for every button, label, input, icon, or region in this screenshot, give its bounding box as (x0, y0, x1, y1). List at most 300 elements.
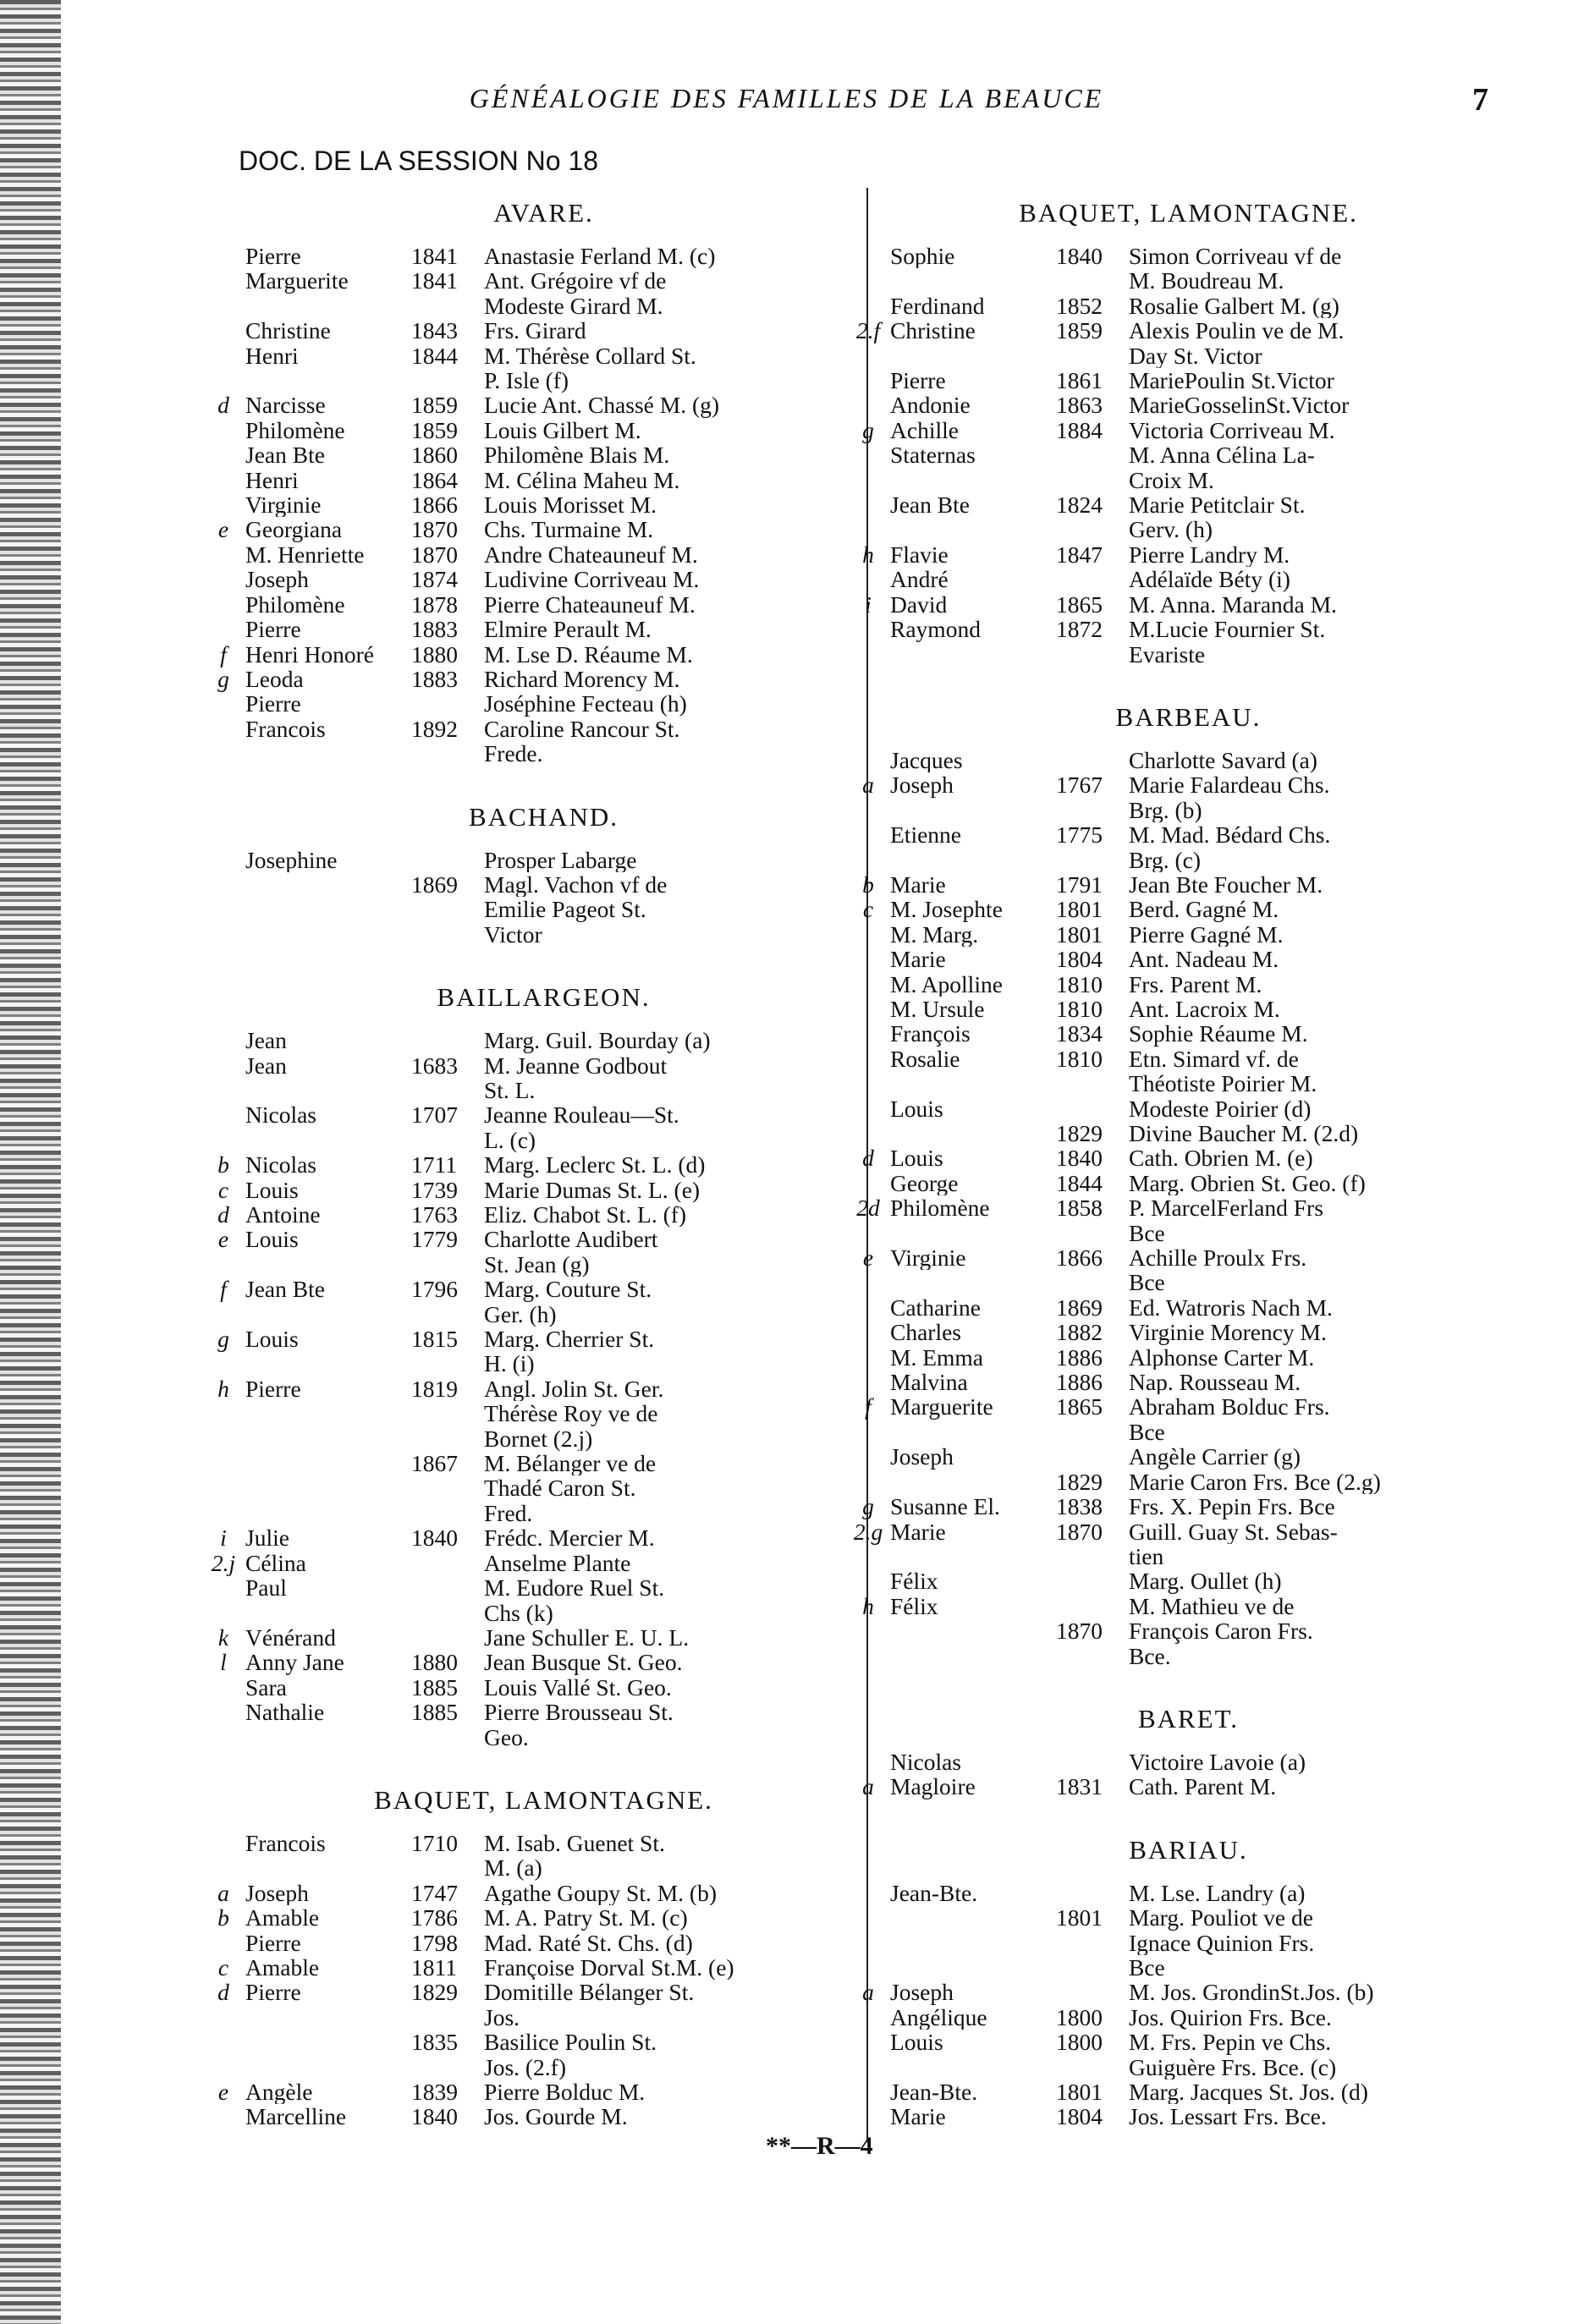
genealogy-row (862, 416, 1487, 443)
genealogy-row (890, 1420, 1487, 1444)
marriage-year: 1840 (1056, 1145, 1103, 1172)
spouse-and-place: François Caron Frs. (1129, 1618, 1313, 1644)
genealogy-row (245, 1102, 842, 1127)
person-name: Pierre (245, 1376, 301, 1402)
generation-marker: g (217, 1326, 229, 1353)
generation-marker (203, 691, 245, 716)
marriage-year (1056, 848, 1129, 872)
genealogy-row (220, 1525, 842, 1552)
family-title: BARIAU. (1129, 1834, 1248, 1865)
marriage-year: 1804 (1056, 946, 1103, 973)
marriage-year: 1779 (411, 1226, 458, 1253)
genealogy-row (245, 1078, 842, 1102)
genealogy-row (217, 2079, 842, 2105)
generation-marker: b (217, 1904, 229, 1931)
generation-marker (848, 2005, 890, 2030)
marriage-year: 1864 (411, 466, 458, 493)
marriage-year (411, 1078, 484, 1102)
spouse-and-place: Pierre Landry M. (1129, 541, 1290, 568)
genealogy-row (245, 2104, 842, 2129)
generation-marker (848, 468, 890, 492)
spouse-and-place: Jos. Quirion Frs. Bce. (1129, 2004, 1332, 2030)
family-section (245, 802, 842, 948)
spouse-and-place: Jeanne Rouleau—St. (484, 1102, 679, 1128)
person-name: Jean (245, 1028, 287, 1053)
generation-marker (203, 1725, 245, 1750)
person-name: Vénérand (245, 1624, 336, 1651)
person-name: Louis (245, 1177, 299, 1202)
marriage-year: 1800 (1056, 2029, 1103, 2056)
generation-marker (848, 1021, 890, 1046)
genealogy-row (245, 872, 842, 897)
genealogy-row (245, 468, 842, 492)
generation-marker (848, 748, 890, 772)
spouse-and-place: Simon Corriveau vf de (1129, 244, 1342, 269)
generation-marker: e (217, 516, 229, 543)
marriage-year (411, 1601, 484, 1625)
generation-marker (203, 1078, 245, 1102)
marriage-year: 1869 (1056, 1294, 1103, 1321)
genealogy-row (890, 2005, 1487, 2030)
generation-marker (203, 2104, 245, 2129)
generation-marker (848, 492, 890, 517)
generation-marker: i (865, 591, 872, 618)
spouse-and-place: M. Mad. Bédard Chs. (1129, 822, 1331, 848)
spouse-and-place: M. Anna Célina La- (1129, 442, 1315, 468)
generation-marker (203, 1501, 245, 1525)
family-section (211, 982, 842, 1750)
spouse-and-place: Ludivine Corriveau M. (484, 567, 700, 592)
genealogy-row (890, 642, 1487, 667)
spouse-and-place: M. A. Patry St. M. (c) (484, 1905, 688, 1931)
generation-marker: f (220, 1276, 227, 1303)
genealogy-row (890, 1295, 1487, 1320)
marriage-year: 1835 (411, 2029, 458, 2056)
genealogy-row (245, 848, 842, 872)
genealogy-row (890, 1320, 1487, 1344)
session-label: DOC. DE LA SESSION No 18 (239, 146, 599, 176)
genealogy-row (217, 516, 842, 543)
generation-marker (848, 822, 890, 847)
spouse-and-place: Mad. Raté St. Chs. (d) (484, 1930, 693, 1955)
generation-marker (848, 368, 890, 393)
marriage-year: 1747 (411, 1879, 458, 1906)
marriage-year: 1867 (411, 1450, 458, 1477)
person-name: Marie (890, 871, 946, 898)
genealogy-row (217, 1624, 842, 1651)
spouse-and-place: Marg. Cherrier St. (484, 1327, 655, 1352)
spouse-and-place: M. Thérèse Collard St. (484, 343, 696, 369)
generation-marker (203, 1128, 245, 1152)
person-name (245, 1128, 411, 1152)
genealogy-row (890, 1881, 1487, 1905)
person-name (890, 1420, 1056, 1444)
generation-marker: e (217, 2079, 229, 2105)
family-title: BAILLARGEON. (437, 982, 651, 1013)
spouse-and-place: Marg. Jacques St. Jos. (d) (1129, 2080, 1368, 2105)
generation-marker: d (217, 1201, 229, 1228)
genealogy-row (217, 1151, 842, 1178)
marriage-year: 1841 (411, 243, 458, 269)
marriage-year: 1840 (411, 1525, 458, 1552)
person-name (890, 517, 1056, 541)
genealogy-row (245, 1601, 842, 1625)
generation-marker (848, 848, 890, 872)
marriage-year: 1839 (411, 2079, 458, 2105)
signature-mark: **—R—4 (766, 2132, 873, 2160)
person-name (890, 1955, 1056, 1980)
generation-marker (203, 592, 245, 617)
genealogy-row (217, 1904, 842, 1931)
person-name (245, 2055, 411, 2080)
marriage-year (411, 1351, 484, 1376)
person-name: Jean Bte (245, 1277, 325, 1302)
spouse-and-place: Louis Morisset M. (484, 492, 657, 518)
person-name: David (890, 591, 948, 618)
genealogy-row (862, 1592, 1487, 1619)
genealogy-row (245, 368, 842, 393)
marriage-year (1056, 1955, 1129, 1980)
marriage-year: 1767 (1056, 772, 1103, 799)
spouse-and-place: Chs (k) (484, 1600, 553, 1625)
generation-marker (848, 567, 890, 591)
person-name: Christine (245, 318, 331, 343)
spouse-and-place: Modeste Girard M. (484, 293, 663, 319)
marriage-year: 1798 (411, 1929, 458, 1956)
generation-marker (848, 343, 890, 368)
generation-marker: 2.j (211, 1549, 236, 1576)
spouse-and-place: M. Bélanger ve de (484, 1451, 657, 1476)
genealogy-row (890, 1905, 1487, 1930)
genealogy-row (890, 822, 1487, 847)
person-name (890, 1221, 1056, 1245)
genealogy-row (245, 1501, 842, 1525)
marriage-year (411, 741, 484, 766)
spouse-and-place: Bce (1129, 1270, 1165, 1295)
genealogy-row (245, 1725, 842, 1750)
genealogy-row (890, 1470, 1487, 1494)
person-name: Leoda (245, 666, 304, 692)
spouse-and-place: Berd. Gagné M. (1129, 897, 1279, 922)
person-name: André (890, 567, 949, 592)
person-name: Anny Jane (245, 1650, 344, 1675)
person-name (245, 1855, 411, 1880)
person-name (890, 798, 1056, 822)
person-name: Louis (245, 1227, 299, 1252)
marriage-year: 1892 (411, 715, 458, 742)
person-name: Nicolas (890, 1749, 962, 1775)
spouse-and-place: M. Boudreau M. (1129, 268, 1284, 294)
section-spacer (890, 1668, 1487, 1690)
generation-marker (848, 2080, 890, 2104)
marriage-year (411, 1401, 484, 1426)
generation-marker (848, 244, 890, 268)
spouse-and-place: Thérèse Roy ve de (484, 1401, 658, 1426)
generation-marker: c (217, 1176, 229, 1203)
genealogy-row (853, 1518, 1487, 1545)
person-name: Jean-Bte. (890, 2080, 978, 2105)
person-name: Andonie (890, 393, 971, 418)
marriage-year: 1858 (1056, 1195, 1103, 1222)
spouse-and-place: M.Lucie Fournier St. (1129, 617, 1326, 642)
spouse-and-place: Pierre Gagné M. (1129, 921, 1284, 948)
marriage-year: 1824 (1056, 492, 1103, 519)
person-name: Josephine (245, 847, 338, 872)
genealogy-row (862, 1244, 1487, 1272)
person-name: Narcisse (245, 393, 326, 418)
person-name: Marguerite (245, 268, 349, 294)
marriage-year: 1844 (411, 342, 458, 369)
generation-marker: b (862, 871, 874, 898)
spouse-and-place: Jos. Lessart Frs. Bce. (1129, 2104, 1327, 2129)
person-name (245, 1475, 411, 1500)
spouse-and-place: Cath. Parent M. (1129, 1774, 1277, 1799)
genealogy-row (245, 1831, 842, 1855)
person-name: Pierre (245, 617, 301, 642)
generation-marker: d (862, 1145, 874, 1172)
generation-marker (203, 268, 245, 293)
genealogy-row (890, 368, 1487, 393)
spouse-and-place: Pierre Brousseau St. (484, 1700, 674, 1725)
marriage-year (1056, 1980, 1129, 2004)
genealogy-row (890, 997, 1487, 1021)
generation-marker (848, 947, 890, 971)
family-title: BACHAND. (468, 801, 619, 832)
spouse-and-place: Ant. Grégoire vf de (484, 268, 667, 294)
marriage-year (411, 1252, 484, 1277)
family-title: BAQUET, LAMONTAGNE. (374, 1784, 713, 1815)
genealogy-row (862, 1773, 1487, 1800)
genealogy-row (245, 1575, 842, 1600)
generation-marker: h (217, 1375, 229, 1402)
generation-marker (848, 294, 890, 318)
generation-marker: a (862, 772, 874, 799)
marriage-year: 1869 (411, 871, 458, 898)
genealogy-row (211, 1549, 842, 1576)
person-name: Ferdinand (890, 293, 985, 319)
person-name: Jean Bte (890, 492, 970, 518)
spouse-and-place: Nap. Rousseau M. (1129, 1370, 1301, 1395)
person-name (245, 2030, 411, 2054)
person-name: Félix (890, 1593, 938, 1619)
marriage-year: 1870 (411, 516, 458, 543)
person-name (245, 1351, 411, 1376)
marriage-year: 1801 (1056, 2079, 1103, 2105)
spouse-and-place: Thadé Caron St. (484, 1475, 636, 1501)
person-name: François (890, 1021, 971, 1047)
genealogy-row (862, 896, 1487, 923)
marriage-year: 1884 (1056, 416, 1103, 443)
marriage-year (1056, 642, 1129, 667)
person-name: Virginie (245, 492, 322, 518)
spouse-and-place: Brg. (c) (1129, 847, 1202, 872)
marriage-year: 1866 (1056, 1244, 1103, 1272)
person-name (890, 1618, 1056, 1643)
person-name: Christine (890, 318, 976, 343)
spouse-and-place: Bce (1129, 1220, 1165, 1246)
person-name (245, 294, 411, 318)
person-name: Flavie (890, 541, 949, 568)
section-spacer (245, 766, 842, 788)
person-name (890, 343, 1056, 368)
person-name: Jacques (890, 747, 963, 773)
marriage-year: 1810 (1056, 970, 1103, 997)
marriage-year (1056, 1096, 1129, 1121)
person-name: Philomène (245, 591, 345, 618)
generation-marker (203, 872, 245, 897)
family-section (862, 1703, 1487, 1800)
marriage-year: 1885 (411, 1699, 458, 1726)
genealogy-row (890, 492, 1487, 517)
spouse-and-place: Frs. Parent M. (1129, 971, 1262, 997)
spouse-and-place: Jos. (2.f) (484, 2054, 567, 2080)
person-name: Virginie (890, 1245, 966, 1271)
person-name: Antoine (245, 1202, 321, 1228)
person-name: Susanne El. (890, 1494, 1000, 1519)
spouse-and-place: Jean Busque St. Geo. (484, 1650, 683, 1675)
spouse-and-place: P. MarcelFerland Frs (1129, 1195, 1323, 1221)
generation-marker (848, 2030, 890, 2054)
generation-marker (203, 1028, 245, 1052)
person-name: M. Emma (890, 1344, 983, 1371)
person-name: Louis (890, 2030, 943, 2055)
marriage-year (1056, 1221, 1129, 1245)
person-name: Pierre (245, 244, 301, 269)
person-name: Angèle (245, 2080, 313, 2105)
person-name (890, 1270, 1056, 1294)
spouse-and-place: Elmire Perault M. (484, 617, 652, 642)
spouse-and-place: M. Lse. Landry (a) (1129, 1880, 1306, 1906)
genealogy-row (890, 1096, 1487, 1121)
marriage-year: 1874 (411, 566, 458, 593)
marriage-year (1056, 2055, 1129, 2080)
marriage-year: 1865 (1056, 591, 1103, 618)
genealogy-row (890, 1569, 1487, 1593)
spouse-and-place: Charlotte Audibert (484, 1227, 658, 1252)
generation-marker (848, 268, 890, 293)
marriage-year: 1801 (1056, 920, 1103, 948)
spouse-and-place: Philomène Blais M. (484, 442, 670, 468)
spouse-and-place: Gerv. (h) (1129, 517, 1213, 542)
spouse-and-place: Marie Caron Frs. Bce (2.g) (1129, 1469, 1381, 1495)
spouse-and-place: M. Anna. Maranda M. (1129, 591, 1337, 618)
spouse-and-place: Anselme Plante (484, 1550, 631, 1576)
person-name (890, 268, 1056, 293)
spouse-and-place: Françoise Dorval St.M. (e) (484, 1954, 734, 1981)
spouse-and-place: Victoire Lavoie (a) (1129, 1749, 1306, 1775)
marriage-year: 1844 (1056, 1169, 1103, 1196)
genealogy-row (245, 567, 842, 591)
genealogy-row (245, 318, 842, 343)
spouse-and-place: Marg. Oullet (h) (1129, 1569, 1282, 1594)
genealogy-row (217, 1176, 842, 1203)
spouse-and-place: Marie Falardeau Chs. (1129, 772, 1330, 798)
generation-marker (203, 343, 245, 368)
marriage-year (411, 922, 484, 947)
genealogy-row (245, 1475, 842, 1500)
generation-marker (203, 1252, 245, 1277)
genealogy-row (217, 1879, 842, 1906)
spouse-and-place: Ed. Watroris Nach M. (1129, 1294, 1333, 1321)
spouse-and-place: MarieGosselinSt.Victor (1129, 393, 1350, 418)
spouse-and-place: Virginie Morency M. (1129, 1320, 1327, 1345)
generation-marker (848, 798, 890, 822)
person-name (245, 1401, 411, 1426)
generation-marker: l (220, 1649, 227, 1676)
generation-marker (848, 972, 890, 997)
person-name (890, 642, 1056, 667)
genealogy-row (245, 1855, 842, 1880)
generation-marker (203, 368, 245, 393)
spouse-and-place: Jane Schuller E. U. L. (484, 1624, 690, 1651)
genealogy-row (862, 1979, 1487, 2006)
person-name: George (890, 1170, 959, 1196)
generation-marker: b (217, 1151, 229, 1178)
marriage-year: 1872 (1056, 616, 1103, 643)
generation-marker (203, 244, 245, 268)
person-name: Francois (245, 716, 326, 742)
person-name: M. Henriette (245, 541, 365, 568)
marriage-year (1056, 1270, 1129, 1294)
marriage-year: 1880 (411, 1649, 458, 1676)
spouse-and-place: Rosalie Galbert M. (g) (1129, 293, 1339, 319)
spouse-and-place: M. Mathieu ve de (1129, 1593, 1295, 1619)
left-column (211, 184, 842, 2130)
person-name: Achille (890, 417, 959, 443)
genealogy-row (890, 2030, 1487, 2054)
generation-marker: g (862, 1493, 874, 1520)
generation-marker (203, 492, 245, 517)
person-name: Sara (245, 1674, 287, 1700)
generation-marker: 2.f (855, 317, 881, 344)
generation-marker (848, 1047, 890, 1071)
genealogy-row (245, 1128, 842, 1152)
spouse-and-place: Prosper Labarge (484, 847, 637, 872)
marriage-year: 1852 (1056, 292, 1103, 319)
person-name: Joseph (890, 1444, 954, 1470)
marriage-year: 1801 (1056, 896, 1103, 923)
generation-marker (848, 1644, 890, 1668)
generation-marker (203, 717, 245, 741)
spouse-and-place: Evariste (1129, 641, 1206, 667)
spouse-and-place: Alphonse Carter M. (1129, 1344, 1315, 1371)
person-name: Nathalie (245, 1700, 325, 1725)
right-column (853, 184, 1487, 2130)
marriage-year (411, 1426, 484, 1451)
generation-marker: e (862, 1244, 874, 1272)
generation-marker (848, 1544, 890, 1569)
generation-marker (203, 1855, 245, 1880)
page-binding-edge (0, 0, 61, 2324)
genealogy-row (890, 1121, 1487, 1146)
genealogy-row (890, 1221, 1487, 1245)
marriage-year (411, 1501, 484, 1525)
generation-marker (203, 1401, 245, 1426)
generation-marker (203, 1601, 245, 1625)
generation-marker (203, 741, 245, 766)
marriage-year (411, 1575, 484, 1600)
generation-marker (848, 517, 890, 541)
genealogy-row (220, 1276, 842, 1303)
family-section (853, 701, 1487, 1668)
spouse-and-place: Marg. Couture St. (484, 1277, 652, 1302)
generation-marker (848, 1931, 890, 1955)
genealogy-row (890, 922, 1487, 947)
generation-marker: f (865, 1393, 872, 1420)
genealogy-row (890, 1270, 1487, 1294)
genealogy-row (890, 567, 1487, 591)
spouse-and-place: Chs. Turmaine M. (484, 517, 654, 542)
